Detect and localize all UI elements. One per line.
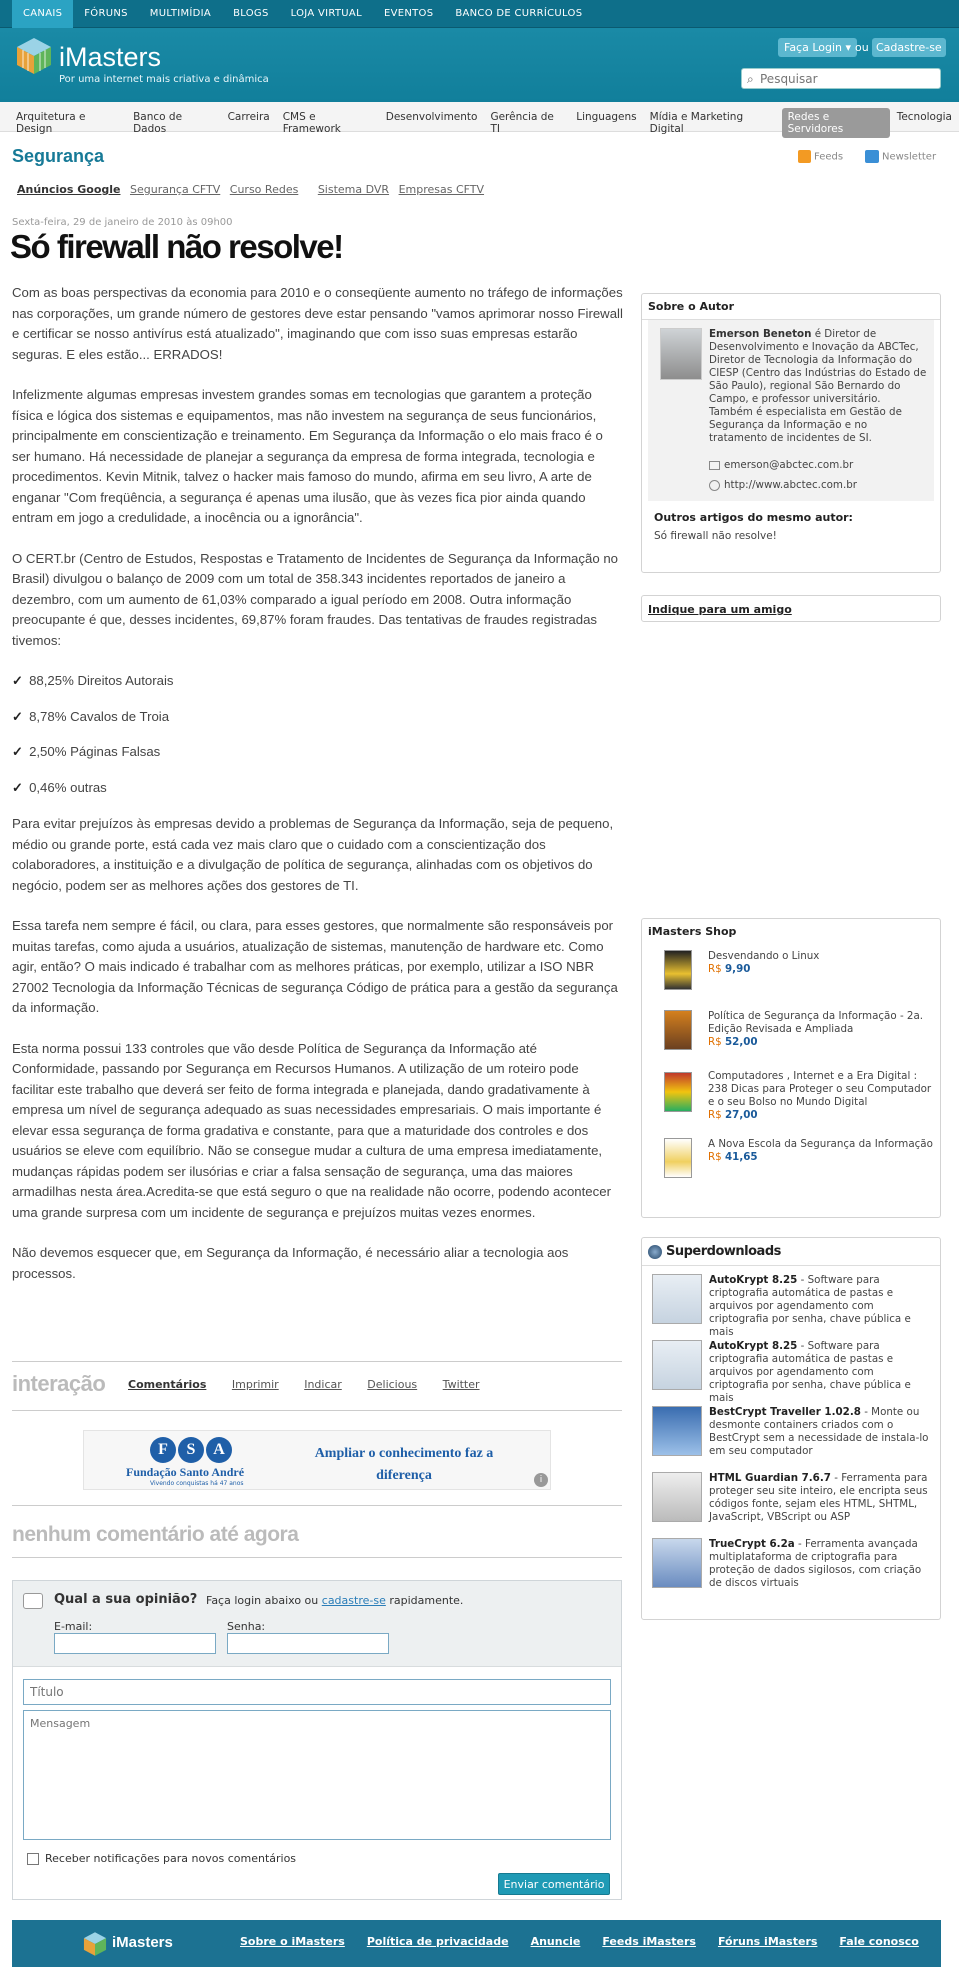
- cat-carreira[interactable]: Carreira: [227, 111, 270, 123]
- download-item[interactable]: [642, 1272, 940, 1338]
- fsa-letter: F: [150, 1437, 176, 1463]
- divider: [12, 1557, 622, 1558]
- download-item[interactable]: [642, 1536, 940, 1602]
- ads-label[interactable]: Anúncios Google: [17, 183, 121, 196]
- author-name[interactable]: Emerson Beneton: [709, 328, 812, 340]
- download-info: [709, 1472, 934, 1524]
- cat-tecnologia[interactable]: Tecnologia: [896, 111, 952, 123]
- footer-link-foruns[interactable]: Fóruns iMasters: [717, 1935, 818, 1948]
- cat-linguagens[interactable]: Linguagens: [576, 111, 637, 123]
- article-paragraph: Esta norma possui 133 controles que vão desde Política de Segurança da Informação até Conformidade, passando por Segurança em Recursos Humanos. A utilização de um roteiro pode facilitar este trabalho que deverá ser feito de forma integrada e planejada, dando gradativamente à empresa um nível de segurança adequado as suas necessidades empresariais. O mais importante é elevar essa segurança de forma gradativa e constante, para que a maturidade dos controles e dos usuários se eleve com equilíbrio. Não se consegue mudar a cultura de uma empresa imediatamente, mudanças rápidas podem ser ilusórias e criar a falsa sensação de segurança, uma das maiores armadilhas nesta área.Acredita-se que está seguro o que na realidade não ocorre, podendo acontecer uma grande surpresa com um incidente de segurança e prejuízos muitas vezes enormes.: [12, 1040, 611, 1220]
- author-email[interactable]: [709, 459, 853, 471]
- list-item-text: 0,46% outras: [29, 779, 107, 795]
- imasters-logo-icon[interactable]: [14, 36, 54, 76]
- currency: R$: [708, 1151, 722, 1163]
- article-date: Sexta-feira, 29 de janeiro de 2010 às 09h00: [12, 217, 233, 228]
- indicate-link[interactable]: Indicar: [304, 1378, 342, 1391]
- login-prompt-text: Faça login abaixo ou: [206, 1594, 319, 1607]
- article-paragraph: Para evitar prejuízos às empresas devido a problemas de Segurança da Informação, seja de pequeno, médio ou grande porte, está cada vez mais claro que o cuidado com a conscientização dos colaboradores, a instituição e a divulgação de política de segurança, alinhadas com os objetivos do negócio, podem ser as melhores ações dos gestores de TI.: [12, 816, 614, 893]
- divider: [12, 1410, 622, 1411]
- search-box: [741, 68, 941, 89]
- download-name[interactable]: AutoKrypt 8.25: [709, 1340, 798, 1352]
- check-icon: ✓: [12, 708, 24, 724]
- footer-link-contato[interactable]: Fale conosco: [839, 1935, 919, 1948]
- section-title[interactable]: Segurança: [12, 146, 105, 166]
- signup-button[interactable]: Cadastre-se: [872, 38, 946, 57]
- channel-bar: [0, 0, 959, 28]
- topnav-eventos[interactable]: EVENTOS: [383, 8, 434, 19]
- topnav-foruns[interactable]: FÓRUNS: [84, 8, 128, 19]
- mail-icon: [865, 150, 879, 163]
- download-name[interactable]: AutoKrypt 8.25: [709, 1274, 798, 1286]
- email-label: E-mail:: [54, 1620, 93, 1633]
- shop-item[interactable]: [642, 950, 940, 1010]
- download-desc: - Ferramenta avançada multiplataforma de criptografia para proteção de dados sigilosos, com criação de discos virtuais: [709, 1538, 922, 1589]
- article-body: [12, 283, 624, 1304]
- author-area: [648, 320, 934, 501]
- download-item[interactable]: [642, 1404, 940, 1470]
- cat-cms-framework[interactable]: CMS e Framework: [282, 111, 341, 135]
- download-info: [709, 1340, 934, 1405]
- superdownloads-title: [642, 1238, 940, 1266]
- footer-links: [240, 1935, 941, 1948]
- shop-item-price: [708, 1036, 758, 1048]
- currency: R$: [708, 1109, 722, 1121]
- fsa-letter: S: [178, 1437, 204, 1463]
- author-box-title: Sobre o Autor: [642, 294, 940, 320]
- article-paragraph: Não devemos esquecer que, em Segurança da Informação, é necessário aliar a tecnologia aos processos.: [12, 1245, 569, 1281]
- ad-link[interactable]: Empresas CFTV: [398, 183, 485, 196]
- site-footer: [12, 1920, 941, 1967]
- fsa-logo: [150, 1437, 234, 1463]
- article-paragraph: Com as boas perspectivas da economia para 2010 e o conseqüente aumento no tráfego de informações nas corporações, um grande número de gestores deve estar pensando "vamos aprimorar nosso Firewall e certificar se nosso antivírus está atualizado", imaginando que com isso suas empresas estarão seguras. E eles estão... ERRADOS!: [12, 285, 623, 362]
- divider: [12, 1361, 622, 1362]
- category-nav: [0, 102, 959, 135]
- price-value: 52,00: [725, 1036, 758, 1048]
- shop-item-info: [708, 950, 933, 976]
- list-item-text: 2,50% Páginas Falsas: [29, 744, 161, 759]
- indique-link[interactable]: Indique para um amigo: [648, 603, 792, 616]
- article-paragraph: O CERT.br (Centro de Estudos, Respostas e Tratamento de Incidentes de Segurança da Informação no Brasil) divulgou o balanço de 2009 com um total de 358.343 incidentes reportados de janeiro a dezembro, com um aumento de 61,03% comparado a igual período em 2008. Outra informação preocupante é que, desses incidentes, 69,87% foram fraudes. Das tentativas de fraudes registradas tivemos:: [12, 550, 618, 648]
- mail-icon: [709, 461, 720, 470]
- price-value: 41,65: [725, 1151, 758, 1163]
- shop-title: iMasters Shop: [648, 925, 737, 938]
- shop-item-title[interactable]: Desvendando o Linux: [708, 950, 820, 962]
- notify-option[interactable]: [27, 1852, 296, 1865]
- info-icon[interactable]: i: [534, 1473, 548, 1487]
- password-label: Senha:: [227, 1620, 266, 1633]
- book-cover: [664, 950, 692, 990]
- cat-banco-dados[interactable]: Banco de Dados: [133, 111, 183, 135]
- other-article-link[interactable]: Só firewall não resolve!: [654, 530, 777, 542]
- interaction-links: [128, 1378, 502, 1391]
- footer-link-privacidade[interactable]: Política de privacidade: [366, 1935, 509, 1948]
- shop-box: [641, 918, 941, 1218]
- comment-form: [12, 1580, 622, 1900]
- google-ads: [17, 183, 490, 196]
- fsa-name: Fundação Santo André: [126, 1465, 245, 1479]
- banner-slogan: Ampliar o conhecimento faz a diferença: [314, 1446, 494, 1483]
- download-item[interactable]: [642, 1338, 940, 1404]
- superdownloads-logo-icon: [648, 1245, 662, 1259]
- check-icon: ✓: [12, 779, 24, 795]
- check-icon: ✓: [12, 673, 24, 688]
- indique-box: [641, 595, 941, 622]
- topnav-canais[interactable]: CANAIS: [12, 0, 73, 28]
- article-paragraph: Essa tarefa nem sempre é fácil, ou clara, para esses gestores, que normalmente são responsáveis por muitas tarefas, como ajuda a usuários, atualização de sistemas, manutenção de hardware etc. Como agir, então? O mais indicado é trabalhar com as melhores práticas, por exemplo, utilizar a ISO NBR 27002 Tecnologia da Informação Técnicas de segurança Código de prática para a gestão da segurança da informação.: [12, 918, 618, 1015]
- speech-bubble-icon: [23, 1593, 43, 1609]
- imasters-logo-icon[interactable]: [82, 1931, 108, 1957]
- topnav-banco-curriculos[interactable]: BANCO DE CURRÍCULOS: [455, 8, 583, 19]
- password-field[interactable]: [227, 1633, 389, 1654]
- fsa-subtitle: Vivendo conquistas há 47 anos: [150, 1480, 244, 1487]
- article-title: Só firewall não resolve!: [10, 228, 343, 265]
- cat-desenvolvimento[interactable]: Desenvolvimento: [385, 111, 478, 123]
- shop-item-info: [708, 1010, 933, 1049]
- login-button[interactable]: Faça Login ▾: [778, 38, 857, 57]
- shop-item-title[interactable]: Computadores , Internet e a Era Digital : 238 Dicas para Proteger o seu Computador e o seu Bolso no Mundo Digital: [708, 1070, 932, 1108]
- download-name[interactable]: HTML Guardian 7.6.7: [709, 1472, 831, 1484]
- comments-link[interactable]: Comentários: [128, 1378, 207, 1391]
- check-icon: ✓: [12, 744, 24, 759]
- ad-link[interactable]: Curso Redes: [229, 183, 299, 196]
- book-cover: [664, 1072, 692, 1112]
- comment-question: Qual a sua opinião?: [54, 1592, 198, 1607]
- list-item: [12, 742, 624, 763]
- other-articles-title: Outros artigos do mesmo autor:: [654, 511, 853, 524]
- cat-arquitetura-design[interactable]: Arquitetura e Design: [16, 111, 86, 135]
- fsa-letter: A: [206, 1437, 232, 1463]
- superdownloads-title-text[interactable]: Superdownloads: [666, 1244, 781, 1259]
- download-info: [709, 1406, 934, 1458]
- feeds-link[interactable]: [798, 150, 843, 163]
- site-header: [0, 28, 959, 102]
- shop-item-title[interactable]: A Nova Escola da Segurança da Informação: [708, 1138, 933, 1150]
- cat-midia-marketing[interactable]: Mídia e Marketing Digital: [649, 111, 744, 135]
- list-item-text: 8,78% Cavalos de Troia: [29, 708, 170, 724]
- footer-link-sobre[interactable]: Sobre o iMasters: [240, 1935, 345, 1948]
- download-screenshot: [652, 1538, 702, 1588]
- shop-item-price: [708, 1109, 758, 1121]
- site-logo-text[interactable]: iMasters: [59, 42, 162, 72]
- shop-item-price: [708, 963, 750, 975]
- download-item[interactable]: [642, 1470, 940, 1536]
- article-paragraph: Infelizmente algumas empresas investem grandes somas em tecnologias que garantem a proteção física e lógica dos sistemas e equipamentos, mas não investem na segurança de seus funcionários, principalmente em conscientização e treinamento. Em Segurança da Informação o elo mais fraco é o ser humano. Há necessidade de planejar a segurança da empresa de forma integrada, tecnologia e procedimentos. Kevin Mitnik, talvez o hacker mais famoso do mundo, afirma em seu livro, A arte de enganar "Com freqüência, a segurança é apenas uma ilusão, que às vezes fica pior ainda quando entram em jogo a credulidade, a inocência ou a ignorância".: [12, 387, 603, 525]
- print-link[interactable]: Imprimir: [231, 1378, 279, 1391]
- shop-item-info: [708, 1138, 933, 1164]
- list-item-text: 88,25% Direitos Autorais: [29, 673, 174, 688]
- download-screenshot: [652, 1406, 702, 1456]
- signup-link[interactable]: cadastre-se: [321, 1594, 386, 1607]
- footer-link-anuncie[interactable]: Anuncie: [530, 1935, 581, 1948]
- download-desc: - Ferramenta para proteger seu site inteiro, ele encripta seus códigos fonte, sejam eles HTML, SHTML, JavaScript, VBScript ou ASP: [709, 1472, 928, 1523]
- download-name[interactable]: TrueCrypt 6.2a: [709, 1538, 795, 1550]
- footer-logo-text[interactable]: iMasters: [112, 1934, 173, 1951]
- download-screenshot: [652, 1472, 702, 1522]
- download-info: [709, 1274, 934, 1339]
- footer-link-feeds[interactable]: Feeds iMasters: [602, 1935, 696, 1948]
- download-info: [709, 1538, 934, 1590]
- delicious-link[interactable]: Delicious: [367, 1378, 418, 1391]
- site-tagline: Por uma internet mais criativa e dinâmica: [59, 74, 269, 85]
- login-prompt: [206, 1594, 463, 1607]
- interaction-title: interação: [12, 1371, 106, 1396]
- download-screenshot: [652, 1340, 702, 1390]
- globe-icon: [709, 480, 720, 491]
- search-icon[interactable]: ⌕: [747, 72, 754, 86]
- fraud-list: [12, 671, 624, 798]
- notify-label: Receber notificações para novos comentários: [45, 1852, 297, 1865]
- author-email-text[interactable]: emerson@abctec.com.br: [724, 459, 854, 471]
- currency: R$: [708, 963, 722, 975]
- list-item: [12, 671, 624, 692]
- ad-link[interactable]: Segurança CFTV: [129, 183, 221, 196]
- shop-item[interactable]: [642, 1010, 940, 1070]
- download-desc: - Software para criptografia automática de pastas e arquivos por agendamento com criptografia por senha, chave pública e mais: [709, 1274, 911, 1338]
- newsletter-link[interactable]: [865, 150, 936, 163]
- shop-item-title[interactable]: Política de Segurança da Informação - 2a. Edição Revisada e Ampliada: [708, 1010, 924, 1035]
- download-name[interactable]: BestCrypt Traveller 1.02.8: [709, 1406, 861, 1418]
- divider: [12, 1505, 622, 1506]
- download-desc: - Software para criptografia automática de pastas e arquivos por agendamento com criptografia por senha, chave pública e mais: [709, 1340, 911, 1404]
- twitter-link[interactable]: Twitter: [442, 1378, 480, 1391]
- list-item: [12, 707, 624, 728]
- shop-item[interactable]: [642, 1138, 940, 1198]
- search-input[interactable]: [760, 70, 935, 87]
- newsletter-label: Newsletter: [882, 151, 937, 163]
- book-cover: [664, 1010, 692, 1050]
- author-bio: [709, 328, 927, 445]
- list-item: [12, 778, 624, 799]
- topnav-loja-virtual[interactable]: LOJA VIRTUAL: [290, 8, 362, 19]
- shop-item[interactable]: [642, 1070, 940, 1138]
- price-value: 9,90: [725, 963, 751, 975]
- topnav-blogs[interactable]: BLOGS: [233, 8, 269, 19]
- login-prompt-suffix: rapidamente.: [389, 1594, 464, 1607]
- book-cover: [664, 1138, 692, 1178]
- currency: R$: [708, 1036, 722, 1048]
- shop-item-info: [708, 1070, 933, 1122]
- submit-comment-button[interactable]: Enviar comentário: [498, 1873, 610, 1895]
- author-site[interactable]: [709, 479, 857, 491]
- feeds-label: Feeds: [814, 151, 844, 163]
- cat-redes-servidores[interactable]: Redes e Servidores: [782, 108, 890, 138]
- comment-title-input[interactable]: [23, 1679, 611, 1705]
- author-box: [641, 293, 941, 573]
- ad-link[interactable]: Sistema DVR: [317, 183, 390, 196]
- superdownloads-box: [641, 1237, 941, 1620]
- email-field[interactable]: [54, 1633, 216, 1654]
- cat-gerencia-ti[interactable]: Gerência de TI: [490, 111, 554, 135]
- download-desc: - Monte ou desmonte containers criados com o BestCrypt sem a necessidade de instala-lo em seu computador: [709, 1406, 929, 1457]
- author-bio-text: é Diretor de Desenvolvimento e Inovação da ABCTec, Diretor de Tecnologia da Informação do CIESP (Centro das Indústrias do Estado de São Paulo), regional São Bernardo do Campo, e professor universitário. Também é especialista em Gestão de Segurança da Informação e no tratamento de incidentes de SI.: [709, 328, 927, 444]
- topnav-multimidia[interactable]: MULTIMÍDIA: [149, 8, 212, 19]
- download-screenshot: [652, 1274, 702, 1324]
- comment-login-area: [13, 1581, 621, 1667]
- fsa-banner-ad[interactable]: [83, 1430, 551, 1490]
- notify-checkbox[interactable]: [27, 1853, 39, 1865]
- or-text: ou: [855, 41, 869, 54]
- price-value: 27,00: [725, 1109, 758, 1121]
- author-photo: [660, 328, 702, 380]
- no-comments-heading: nenhum comentário até agora: [12, 1523, 299, 1546]
- rss-icon: [798, 150, 811, 163]
- comment-message-input[interactable]: [23, 1710, 611, 1840]
- author-site-text[interactable]: http://www.abctec.com.br: [724, 479, 857, 491]
- shop-item-price: [708, 1151, 758, 1163]
